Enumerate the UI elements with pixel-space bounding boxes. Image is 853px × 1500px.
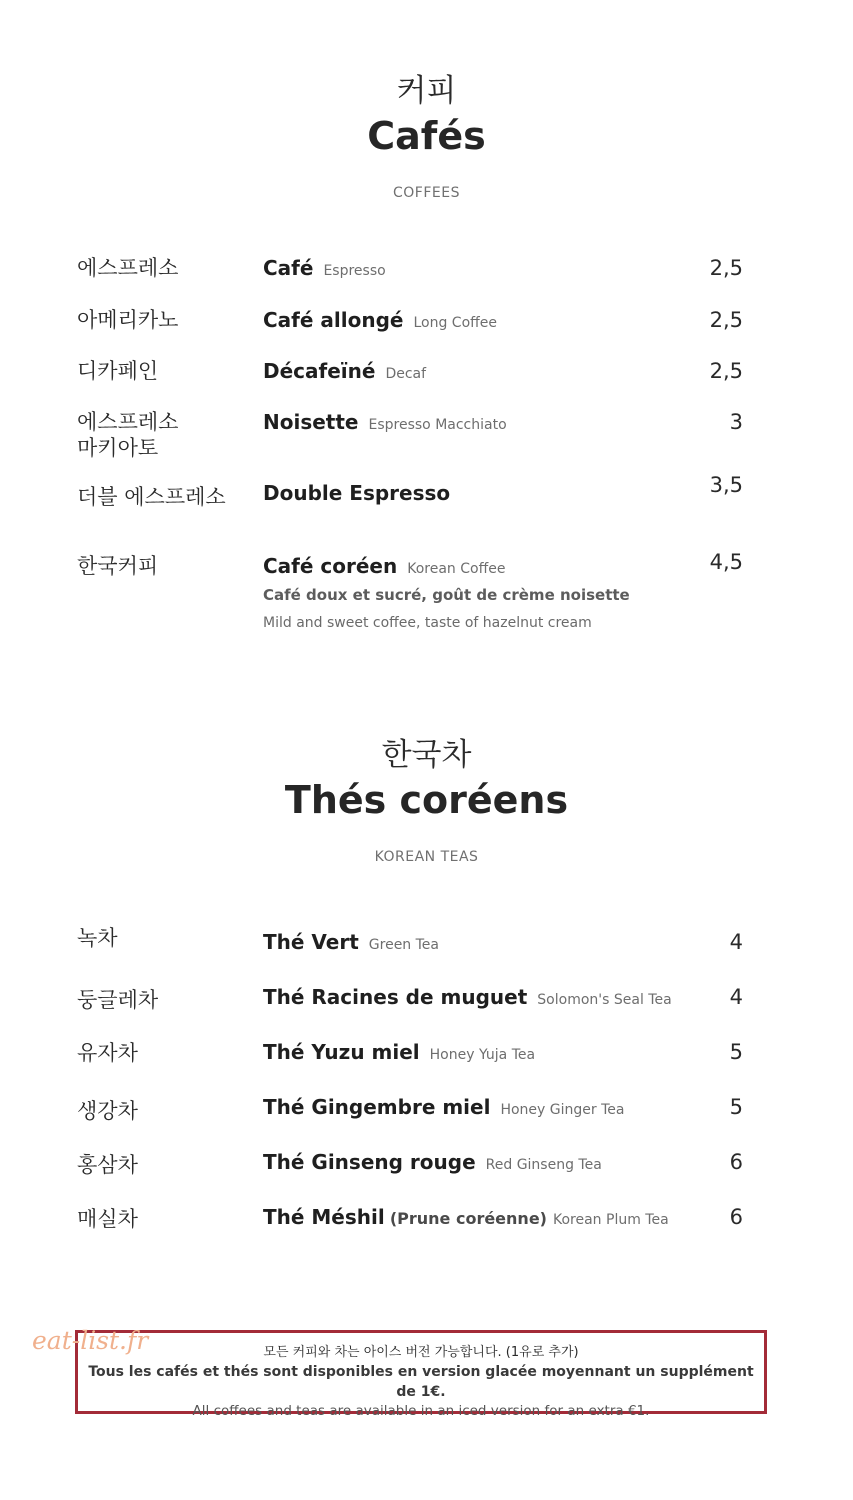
item-name-en: Honey Yuja Tea: [429, 1047, 536, 1063]
item-name-fr: Thé Ginseng rouge: [263, 1150, 476, 1174]
item-name-fr: Thé Vert: [263, 930, 359, 954]
item-name-en: Red Ginseng Tea: [485, 1157, 602, 1173]
item-price: 5: [729, 1095, 743, 1119]
item-name-fr: Café allongé: [263, 308, 404, 332]
teas-subtitle: KOREAN TEAS: [374, 849, 479, 865]
item-price: 5: [729, 1040, 743, 1064]
item-name-fr: Thé Racines de muguet: [263, 985, 528, 1009]
item-name-kr: 둥글레차: [77, 988, 159, 1012]
item-name-kr: 디카페인: [77, 359, 159, 383]
item-description-fr: Café doux et sucré, goût de crème noisette: [263, 586, 630, 604]
item-name-kr: 아메리카노: [77, 308, 179, 332]
item-description-en: Mild and sweet coffee, taste of hazelnut cream: [263, 615, 592, 631]
coffees-header: [0, 73, 853, 201]
item-name-en: Honey Ginger Tea: [500, 1102, 625, 1118]
notice-text-fr: Tous les cafés et thés sont disponibles en version glacée moyennant un supplément de 1€.: [88, 1364, 754, 1400]
item-price: 4: [729, 985, 743, 1009]
item-name-kr: 유자차: [77, 1041, 138, 1065]
item-name-fr: Décafeïné: [263, 359, 376, 383]
menu-item-decafeine: [0, 358, 853, 388]
item-name-en: Korean Plum Tea: [552, 1212, 669, 1228]
item-name-kr: 한국커피: [77, 554, 159, 578]
item-price: 6: [729, 1205, 743, 1229]
menu-item-the-meshil: [0, 1204, 853, 1234]
item-name-kr: 에스프레소: [77, 256, 179, 280]
menu-item-cafe: [0, 255, 853, 285]
notice-text-kr: 모든 커피와 차는 아이스 버전 가능합니다. (1유로 추가): [263, 1345, 579, 1360]
item-name-fr: Thé Méshil: [263, 1205, 385, 1229]
item-price: 2,5: [709, 359, 743, 383]
item-name-kr-line2: 마키아토: [77, 436, 159, 460]
teas-title-kr: 한국차: [381, 737, 472, 773]
item-name-kr: 더블 에스프레소: [77, 485, 226, 509]
item-name-fr: Thé Gingembre miel: [263, 1095, 491, 1119]
item-name-kr: 생강차: [77, 1099, 138, 1123]
menu-item-the-vert: [0, 926, 853, 959]
notice-text-en: All coffees and teas are available in an iced version for an extra €1.: [192, 1403, 650, 1419]
item-price: 3,5: [709, 473, 743, 497]
watermark: eat-list.fr: [32, 1326, 149, 1355]
teas-title-fr: Thés coréens: [284, 778, 569, 822]
coffees-subtitle: COFFEES: [393, 185, 460, 201]
item-name-kr: 홍삼차: [77, 1153, 138, 1177]
item-name-fr: Double Espresso: [263, 481, 451, 505]
item-price: 4,5: [709, 550, 743, 574]
item-name-en: Espresso: [323, 263, 386, 279]
item-price: 3: [729, 410, 743, 434]
coffees-title-kr: 커피: [396, 73, 457, 109]
teas-header: [0, 737, 853, 865]
item-name-kr-line1: 에스프레소: [77, 410, 179, 434]
item-name-fr: Noisette: [263, 410, 359, 434]
menu-item-cafe-coreen: [0, 550, 853, 643]
item-name-en: Solomon's Seal Tea: [537, 992, 672, 1008]
item-price: 2,5: [709, 308, 743, 332]
menu-item-double-espresso: [0, 473, 853, 510]
menu-item-the-yuzu: [0, 1039, 853, 1069]
item-price: 4: [729, 930, 743, 954]
item-price: 2,5: [709, 256, 743, 280]
item-name-fr-extra: (Prune coréenne): [389, 1209, 547, 1228]
item-name-en: Decaf: [385, 366, 427, 382]
menu-item-the-gingembre: [0, 1094, 853, 1124]
menu-item-noisette: [0, 409, 853, 464]
item-name-en: Green Tea: [368, 937, 439, 953]
item-name-en: Long Coffee: [413, 315, 498, 331]
coffees-title-fr: Cafés: [367, 114, 486, 158]
item-name-fr: Café: [263, 256, 314, 280]
item-name-en: Korean Coffee: [407, 561, 506, 577]
item-name-en: Espresso Macchiato: [368, 417, 507, 433]
item-name-kr: 녹차: [77, 926, 118, 950]
menu-item-the-racines: [0, 984, 853, 1014]
item-name-fr: Café coréen: [263, 554, 398, 578]
item-name-kr: 매실차: [77, 1207, 138, 1231]
item-price: 6: [729, 1150, 743, 1174]
menu-item-the-ginseng: [0, 1149, 853, 1179]
menu-item-cafe-allonge: [0, 307, 853, 337]
item-name-fr: Thé Yuzu miel: [263, 1040, 420, 1064]
item-name-kr: [77, 409, 178, 461]
iced-version-notice: [75, 1330, 767, 1419]
